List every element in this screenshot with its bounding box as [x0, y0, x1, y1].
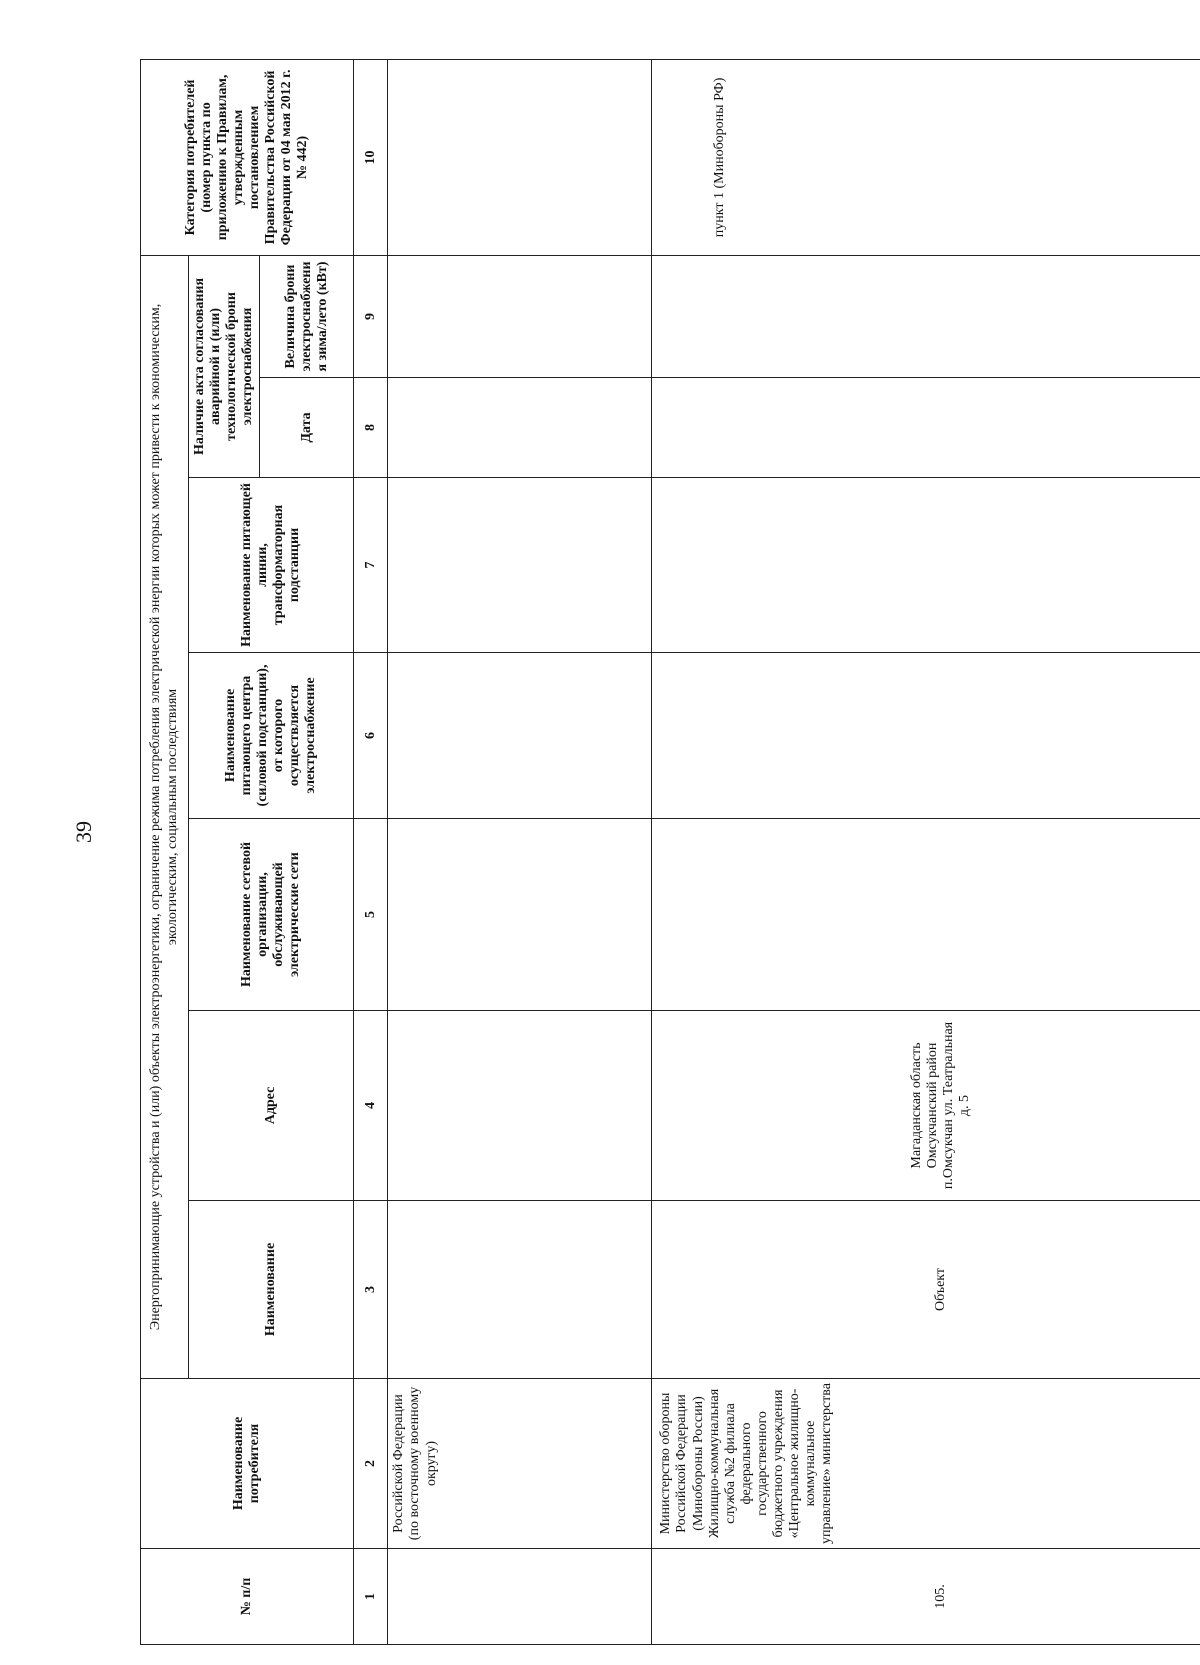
- colnum-6: 6: [354, 653, 388, 819]
- header-category: Категория потребителей (номер пункта по приложению к Правилам, утвержденным постановлением Правительства Российской Федерации от 04 мая 2012 г. № 442): [141, 59, 354, 255]
- row-address: [388, 1011, 652, 1201]
- row-supply-line: [388, 478, 652, 653]
- row-number: [388, 1549, 652, 1645]
- row-date: [652, 378, 1200, 478]
- row-name: [388, 1201, 652, 1379]
- row-supply-center: [652, 653, 1200, 819]
- header-number: № п/п: [141, 1549, 354, 1645]
- row-supply-center: [388, 653, 652, 819]
- colnum-8: 8: [354, 378, 388, 478]
- header-supply-line: Наименование питающей линии, трансформаторная подстанции: [189, 478, 354, 653]
- row-number: 105.: [652, 1549, 1200, 1645]
- table-row: [388, 59, 652, 1644]
- colnum-1: 1: [354, 1549, 388, 1645]
- row-address: Магаданская область Омсукчанский район п.Омсукчан ул. Театральная д. 5: [652, 1011, 1200, 1201]
- colnum-4: 4: [354, 1011, 388, 1201]
- consumer-table: [140, 59, 1200, 1645]
- colnum-10: 10: [354, 59, 388, 255]
- colnum-9: 9: [354, 255, 388, 377]
- row-category: [388, 59, 652, 255]
- page-number: 39: [71, 821, 96, 843]
- row-category: пункт 1 (Минобороны РФ): [652, 59, 1200, 255]
- colnum-7: 7: [354, 478, 388, 653]
- colnum-5: 5: [354, 819, 388, 1011]
- row-date: [388, 378, 652, 478]
- header-supply-center: Наименование питающего центра (силовой подстанции), от которого осуществляется электроснабжение: [189, 653, 354, 819]
- row-network-org: [388, 819, 652, 1011]
- row-consumer: Российской Федерации (по восточному военному округу): [388, 1379, 652, 1549]
- row-reserve: [388, 255, 652, 377]
- row-supply-line: [652, 478, 1200, 653]
- row-network-org: [652, 819, 1200, 1011]
- header-name: Наименование: [189, 1201, 354, 1379]
- header-group: Энергопринимающие устройства и (или) объекты электроэнергетики, ограничение режима потребления электрической энергии которых может привести к экономическим, экологическим, социальным последствиям: [141, 255, 189, 1378]
- header-reserve: Величина брони электроснабжения зима/лето (кВт): [260, 255, 354, 377]
- row-reserve: [652, 255, 1200, 377]
- column-number-row: [354, 59, 388, 1644]
- header-date: Дата: [260, 378, 354, 478]
- colnum-3: 3: [354, 1201, 388, 1379]
- table-row: [652, 59, 1200, 1644]
- header-act: Наличие акта согласования аварийной и (или) технологической брони электроснабжения: [189, 255, 260, 477]
- row-name: Объект: [652, 1201, 1200, 1379]
- rotated-table-container: [140, 60, 1200, 1645]
- header-address: Адрес: [189, 1011, 354, 1201]
- row-consumer: Министерство обороны Российской Федерации (Минобороны России) Жилищно-коммунальная служба №2 филиала федерального государственного бюджетного учреждения «Центральное жилищно-коммунальное управление» министерства: [652, 1379, 1200, 1549]
- header-network-org: Наименование сетевой организации, обслуживающей электрические сети: [189, 819, 354, 1011]
- header-consumer: Наименование потребителя: [141, 1379, 354, 1549]
- colnum-2: 2: [354, 1379, 388, 1549]
